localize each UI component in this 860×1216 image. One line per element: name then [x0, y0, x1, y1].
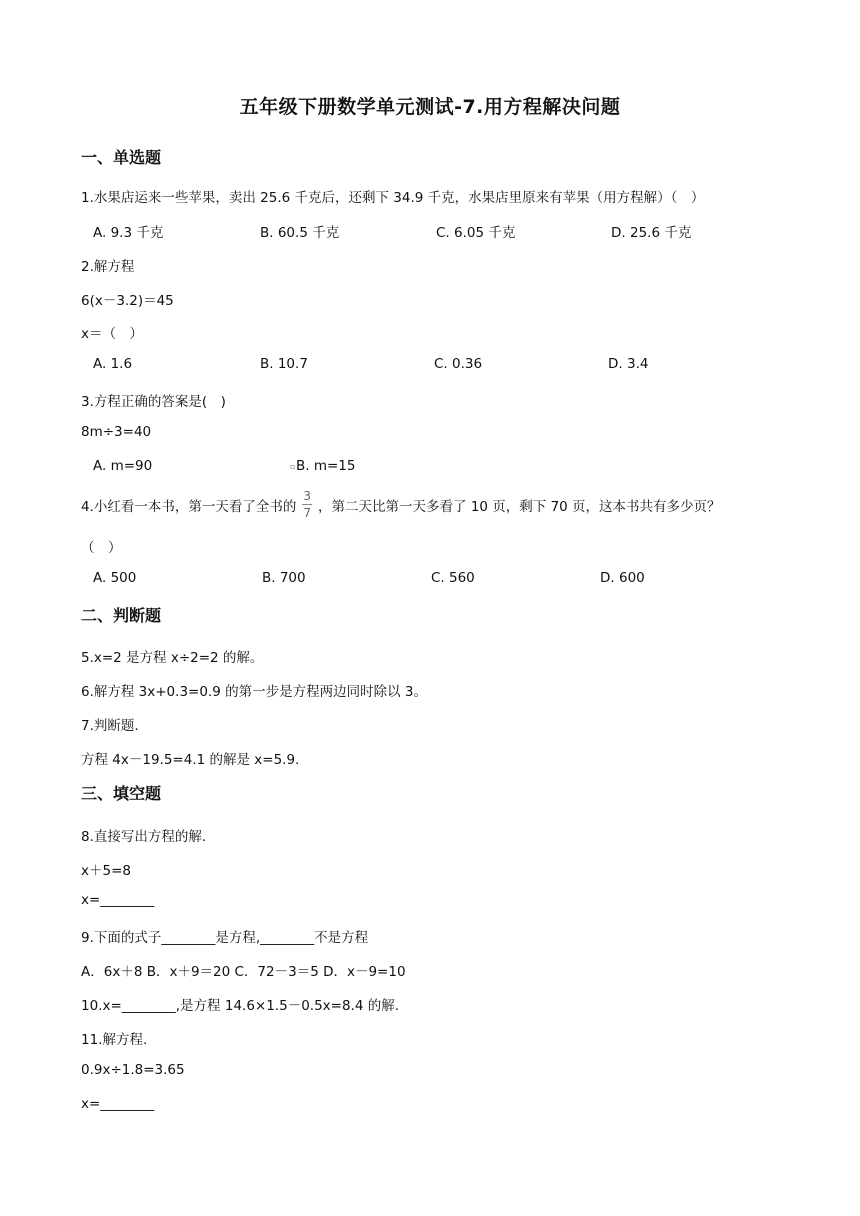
question-4-option-a: A. 500 — [93, 570, 137, 586]
question-4-fraction — [302, 490, 312, 519]
question-7-stem: 7.判断题. — [81, 718, 139, 734]
fraction-denominator: 7 — [303, 506, 312, 520]
question-4-stem-after: ，第二天比第一天多看了 10 页，剩下 70 页，这本书共有多少页？ — [318, 498, 721, 515]
question-8-equation: x＋5=8 — [81, 863, 131, 879]
question-2-stem: 2.解方程 — [81, 259, 135, 275]
question-2-option-d: D. 3.4 — [608, 356, 649, 372]
question-4-stem-continued: （ ） — [81, 540, 122, 556]
question-1-option-c: C. 6.05 千克 — [436, 225, 516, 241]
question-4-option-d: D. 600 — [600, 570, 645, 586]
question-2-option-c: C. 0.36 — [434, 356, 483, 372]
question-8-answer-blank: x=________ — [81, 892, 155, 908]
section-heading-true-false: 二、判断题 — [81, 606, 162, 625]
question-5: 5.x=2 是方程 x÷2=2 的解。 — [81, 650, 264, 666]
question-1-option-d: D. 25.6 千克 — [611, 225, 692, 241]
question-2-option-b: B. 10.7 — [260, 356, 308, 372]
question-3-stem: 3.方程正确的答案是( ) — [81, 394, 226, 410]
question-1-option-b: B. 60.5 千克 — [260, 225, 340, 241]
question-11-stem: 11.解方程. — [81, 1032, 148, 1048]
question-9-options: A．6x＋8 B．x＋9＝20 C．72－3＝5 D．x－9=10 — [81, 964, 406, 980]
question-4-option-c: C. 560 — [431, 570, 475, 586]
question-3-option-b: B. m=15 — [296, 458, 356, 474]
question-2-equation: 6(x－3.2)＝45 — [81, 293, 174, 309]
question-10: 10.x=________,是方程 14.6×1.5－0.5x=8.4 的解. — [81, 998, 400, 1014]
fraction-bar — [302, 504, 312, 505]
page-title: 五年级下册数学单元测试-7.用方程解决问题 — [239, 96, 621, 118]
question-11-equation: 0.9x÷1.8=3.65 — [81, 1062, 185, 1078]
question-4-stem-row — [81, 490, 721, 519]
question-1-option-a: A. 9.3 千克 — [93, 225, 164, 241]
question-2-answer-line: x＝（ ） — [81, 326, 143, 342]
section-heading-single-choice: 一、单选题 — [81, 148, 162, 167]
question-2-option-a: A. 1.6 — [93, 356, 133, 372]
question-4-stem-before: 4.小红看一本书，第一天看了全书的 — [81, 498, 297, 515]
question-7-body: 方程 4x－19.5=4.1 的解是 x=5.9. — [81, 752, 300, 768]
stray-dot-mark: ▫ — [290, 462, 296, 471]
question-3-option-a: A. m=90 — [93, 458, 153, 474]
question-1-stem: 1.水果店运来一些苹果，卖出 25.6 千克后，还剩下 34.9 千克，水果店里原来有苹果（用方程解）（ ） — [81, 190, 705, 206]
question-4-option-b: B. 700 — [262, 570, 306, 586]
question-6: 6.解方程 3x+0.3=0.9 的第一步是方程两边同时除以 3。 — [81, 684, 427, 700]
fraction-numerator: 3 — [303, 489, 312, 503]
section-heading-fill-blank: 三、填空题 — [81, 784, 162, 803]
question-11-answer-blank: x=________ — [81, 1096, 155, 1112]
question-8-stem: 8.直接写出方程的解. — [81, 829, 207, 845]
question-3-equation: 8m÷3=40 — [81, 424, 152, 440]
question-9-stem: 9.下面的式子________是方程,________不是方程 — [81, 930, 369, 946]
